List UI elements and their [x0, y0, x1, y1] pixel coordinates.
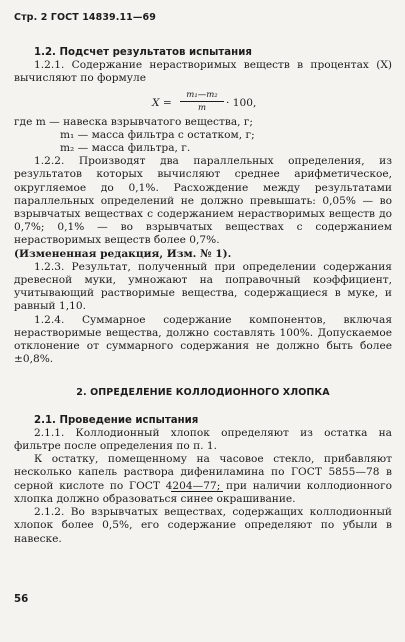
page-content: [14, 46, 392, 546]
definition-m: где m — навеска взрывчатого вещества, г;: [14, 115, 253, 128]
formula-numerator: m₁—m₂: [180, 89, 224, 102]
formula-fraction: [180, 89, 224, 114]
definition-m2: m₂ — масса фильтра, г.: [60, 142, 191, 155]
section-2-title: 2. ОПРЕДЕЛЕНИЕ КОЛЛОДИОННОГО ХЛОПКА: [76, 387, 330, 399]
page-header: Стр. 2 ГОСТ 14839.11—69: [14, 12, 156, 23]
formula-definitions: [14, 116, 392, 156]
formula-denominator: m: [197, 102, 207, 113]
formula-rhs: · 100,: [226, 96, 257, 109]
formula: [14, 88, 392, 116]
paragraph-2-1-1-cont: К остатку, помещенному на часовое стекло, прибавляют несколько капель раствора дифениламина по ГОСТ 5855—78 в серной кислоте по ГОСТ 4204—77; при наличии коллодионного хлопка должно образоваться синее окрашивание.: [14, 453, 392, 505]
page-number: 56: [14, 594, 29, 605]
paragraph-1-2-1: 1.2.1. Содержание нерастворимых веществ в процентах (X) вычисляют по формуле: [14, 59, 392, 85]
closing-rule: [171, 491, 223, 492]
section-2-1-heading: 2.1. Проведение испытания: [34, 414, 199, 426]
definition-m1: m₁ — масса фильтра с остатком, г;: [60, 128, 255, 141]
paragraph-2-1-2: 2.1.2. Во взрывчатых веществах, содержащих коллодионный хлопок более 0,5%, его содержание определяют по убыли в навеске.: [14, 506, 392, 545]
section-1-2-heading: 1.2. Подсчет результатов испытания: [34, 47, 252, 58]
paragraph-1-2-2: 1.2.2. Производят два параллельных определения, из результатов которых вычисляют среднее арифметическое, округляемое до 0,1%. Расхождение между результатами параллельных определений не должно превышать: 0,05% — во взрывчатых веществах с содержанием нерастворимых веществ до 0,7%; 0,1% — во взрывчатых веществах с содержанием нерастворимых веществ более 0,7%.: [14, 155, 392, 247]
amendment-note: (Измененная редакция, Изм. № 1).: [14, 247, 232, 260]
paragraph-1-2-4: 1.2.4. Суммарное содержание компонентов, включая нерастворимые вещества, должно составлять 100%. Допускаемое отклонение от суммарного содержания не должно быть более ±0,8%.: [14, 313, 392, 366]
paragraph-1-2-3: 1.2.3. Результат, полученный при определении содержания древесной муки, умножают на поправочный коэффициент, учитывающий растворимые вещества, содержащиеся в муке, и равный 1,10.: [14, 260, 392, 313]
formula-lhs: X =: [152, 96, 172, 109]
paragraph-2-1-1: 2.1.1. Коллодионный хлопок определяют из остатка на фильтре после определения по п. 1.: [14, 426, 392, 453]
